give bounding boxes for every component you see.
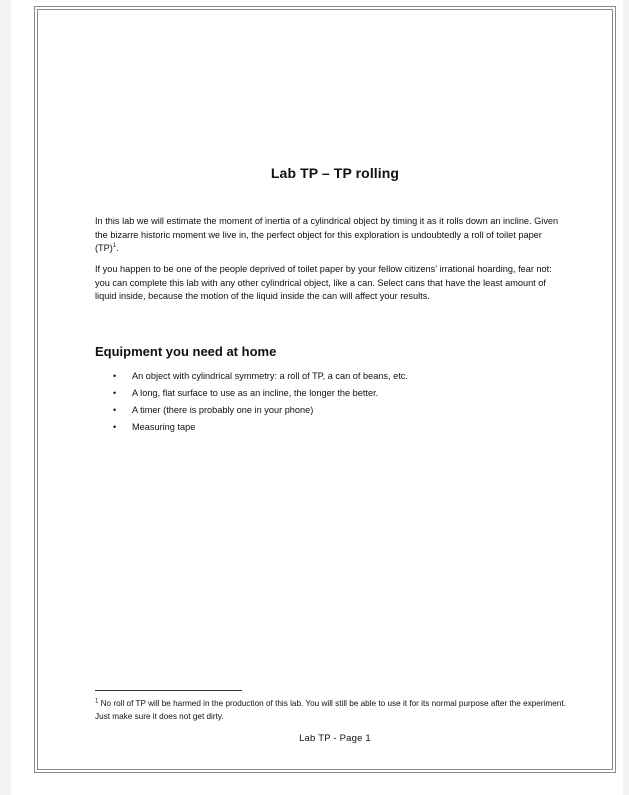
footnote-text: No roll of TP will be harmed in the production of this lab. You will still be able to use it for its normal purpose after the experiment. Just make sure it does not get dirty.	[95, 699, 566, 721]
intro-text: In this lab we will estimate the moment of inertia of a cylindrical object by timing it as it rolls down an incline. Given the bizarre historic moment we live in, the perfect object for this exploration is undoubtedly a roll of toilet paper (TP)	[95, 216, 559, 253]
list-item-text: An object with cylindrical symmetry: a roll of TP, a can of beans, etc.	[132, 371, 408, 381]
bullet-icon: •	[113, 405, 117, 415]
list-item-text: A timer (there is probably one in your phone)	[132, 405, 314, 415]
document-page	[11, 0, 623, 795]
list-item	[111, 385, 408, 402]
bullet-icon: •	[113, 422, 117, 432]
equipment-heading: Equipment you need at home	[95, 344, 277, 359]
list-item	[111, 402, 408, 419]
footnote-separator	[95, 690, 242, 691]
list-item-text: Measuring tape	[132, 422, 196, 432]
document-title: Lab TP – TP rolling	[270, 165, 400, 181]
list-item	[111, 368, 408, 385]
list-item-text: A long, flat surface to use as an incline, the longer the better.	[132, 388, 379, 398]
intro-paragraph	[95, 215, 567, 256]
footnote-marker: 1	[95, 698, 99, 705]
page-footer: Lab TP - Page 1	[299, 733, 371, 744]
bullet-icon: •	[113, 371, 117, 381]
bullet-icon: •	[113, 388, 117, 398]
second-paragraph: If you happen to be one of the people deprived of toilet paper by your fellow citizens’ irrational hoarding, fear not: you can complete this lab with any other cylindrical object, like a can. Select cans that have the least amount of liquid inside, because the motion of the liquid inside the can will affect your results.	[95, 264, 552, 301]
footnote-reference[interactable]: 1	[112, 242, 117, 249]
list-item	[111, 419, 408, 436]
intro-end: .	[116, 243, 119, 253]
footnote	[95, 697, 567, 723]
equipment-list	[111, 368, 408, 436]
